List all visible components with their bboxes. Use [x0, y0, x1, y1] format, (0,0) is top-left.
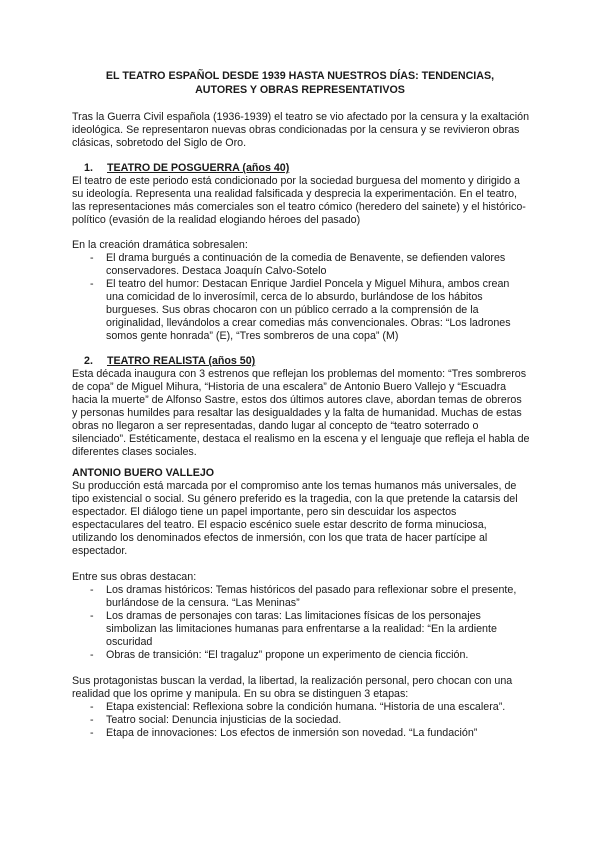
stages-lead: Sus protagonistas buscan la verdad, la libertad, la realización personal, pero chocan con una realidad que los oprime y manipula. En su obra se distinguen 3 etapas: [72, 675, 513, 700]
list-item: - Etapa existencial: Reflexiona sobre la condición humana. “Historia de una escalera”. [90, 701, 530, 714]
list-item: - Teatro social: Denuncia injusticias de la sociedad. [90, 714, 530, 727]
section-1-list [90, 252, 530, 343]
works-list [90, 584, 530, 662]
list-item: - Etapa de innovaciones: Los efectos de inmersión son novedad. “La fundación” [90, 727, 530, 740]
list-item: - El teatro del humor: Destacan Enrique Jardiel Poncela y Miguel Mihura, ambos crean una comicidad de lo inverosímil, cerca de lo absurdo, burlándose de los hábitos burgueses. Sus obras chocaron con un público cerrado a la comprensión de la originalidad, llevándolos a crear comedias más convencionales. Obras: “Los ladrones somos gente honrada” (E), “Tres sombreros de una copa” (M) [90, 278, 530, 343]
section-2-heading [84, 355, 255, 368]
section-1-heading [84, 162, 289, 175]
section-1-paragraph: El teatro de este periodo está condicionado por la sociedad burguesa del momento y dirigido a su ideología. Representa una realidad falsificada y desprecia la experimentación. En el teatro, las representaciones más comerciales son el teatro cómico (heredero del sainete) y el histórico-político (evasión de la realidad elogiando héroes del pasado) [72, 175, 526, 226]
section-2-paragraph: Esta década inaugura con 3 estrenos que reflejan los problemas del momento: “Tres sombreros de copa” de Miguel Mihura, “Historia de una escalera” de Antonio Buero Vallejo y “Escuadra hacia la muerte” de Alfonso Sastre, estos dos últimos autores clave, abordan temas de obreros y personas humildes para resaltar las desigualdades y la falta de humanidad. Muchas de estas obras no llegaron a ser representadas, dando lugar al concepto de “teatro soterrado o silenciado”. Estéticamente, destaca el realismo en la escena y el lenguaje que refleja el habla de diferentes clases sociales. [72, 368, 530, 458]
section-2-title: TEATRO REALISTA (años 50) [107, 355, 256, 367]
intro-paragraph: Tras la Guerra Civil española (1936-1939) el teatro se vio afectado por la censura y la exaltación ideológica. Se representaron nuevas obras condicionadas por la censura y se revivieron obras clásicas, sobretodo del Siglo de Oro. [72, 111, 530, 149]
title-line-2: AUTORES Y OBRAS REPRESENTATIVOS [195, 84, 405, 96]
section-1-lead: En la creación dramática sobresalen: [72, 239, 248, 251]
stages-list [90, 701, 530, 740]
works-lead: Entre sus obras destacan: [72, 571, 197, 583]
list-item: - Los dramas históricos: Temas históricos del pasado para reflexionar sobre el presente, burlándose de la censura. “Las Meninas” [90, 584, 530, 610]
section-2-number: 2. [84, 355, 93, 367]
section-1-title: TEATRO DE POSGUERRA (años 40) [107, 162, 290, 174]
author-heading: ANTONIO BUERO VALLEJO [72, 467, 215, 479]
list-item: - Obras de transición: “El tragaluz” propone un experimento de ciencia ficción. [90, 649, 530, 662]
author-paragraph: Su producción está marcada por el compromiso ante los temas humanos más universales, de tipo existencial o social. Su género preferido es la tragedia, con la que pretende la catarsis del espectador. El diálogo tiene un papel importante, pero sin descuidar los aspectos espectaculares del teatro. El espacio escénico suele estar descrito de forma minuciosa, utilizando los denominados efectos de inmersión, con los que trata de hacer partícipe al espectador. [72, 480, 518, 557]
list-item: - El drama burgués a continuación de la comedia de Benavente, se defienden valores conservadores. Destaca Joaquín Calvo-Sotelo [90, 252, 530, 278]
title-line-1: EL TEATRO ESPAÑOL DESDE 1939 HASTA NUESTROS DÍAS: TENDENCIAS, [105, 70, 495, 82]
list-item: - Los dramas de personajes con taras: Las limitaciones físicas de los personajes simbolizan las limitaciones humanas para enfrentarse a la realidad: “En la ardiente oscuridad [90, 610, 530, 649]
section-1-number: 1. [84, 162, 93, 174]
document-title [60, 69, 540, 97]
